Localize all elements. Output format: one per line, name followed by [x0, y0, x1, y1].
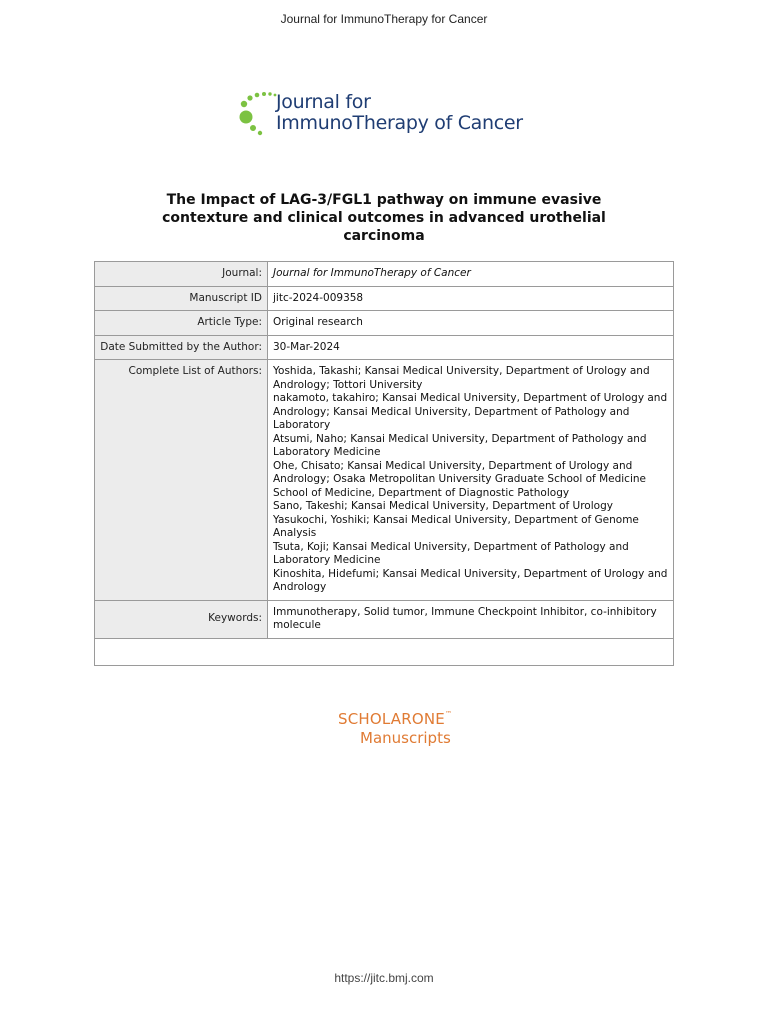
author-entry: Ohe, Chisato; Kansai Medical University, Department of Urology and Andrology; Osaka Metropolitan University Graduate School of Medicine School of Medicine, Department of Diagnostic Pathology [273, 459, 646, 499]
journal-logo-text [276, 92, 523, 134]
running-header: Journal for ImmunoTherapy for Cancer [280, 12, 488, 26]
trademark-symbol: ™ [444, 710, 453, 718]
manuscript-id-label: Manuscript ID [95, 286, 268, 311]
keywords-value: Immunotherapy, Solid tumor, Immune Checkpoint Inhibitor, co-inhibitory molecule [268, 600, 674, 638]
row-date-submitted [95, 335, 674, 360]
journal-logo [236, 90, 536, 142]
authors-list [268, 360, 674, 601]
empty-cell [95, 638, 674, 665]
keywords-label: Keywords: [95, 600, 268, 638]
article-type-label: Article Type: [95, 311, 268, 336]
row-journal [95, 262, 674, 287]
manuscript-id-value: jitc-2024-009358 [268, 286, 674, 311]
scholarone-text: SCHOLARONE [338, 710, 445, 728]
journal-label: Journal: [95, 262, 268, 287]
row-article-type [95, 311, 674, 336]
author-entry: Atsumi, Naho; Kansai Medical University, Department of Pathology and Laboratory Medicine [273, 432, 647, 458]
scholarone-wordmark [338, 710, 498, 728]
row-manuscript-id [95, 286, 674, 311]
scholarone-manuscripts-text: Manuscripts [360, 729, 451, 747]
journal-value: Journal for ImmunoTherapy of Cancer [268, 262, 674, 287]
paper-title: The Impact of LAG-3/FGL1 pathway on immune evasive contexture and clinical outcomes in advanced urothelial carcinoma [162, 192, 606, 244]
scholarone-logo [338, 710, 498, 747]
author-entry: Kinoshita, Hidefumi; Kansai Medical University, Department of Urology and Andrology [273, 567, 668, 593]
date-submitted-label: Date Submitted by the Author: [95, 335, 268, 360]
row-keywords [95, 600, 674, 638]
author-entry: Tsuta, Koji; Kansai Medical University, Department of Pathology and Laboratory Medicine [273, 540, 629, 566]
manuscript-metadata-table [94, 261, 674, 666]
author-entry: Yasukochi, Yoshiki; Kansai Medical University, Department of Genome Analysis [273, 513, 639, 539]
row-authors [95, 360, 674, 601]
author-entry: Sano, Takeshi; Kansai Medical University, Department of Urology [273, 500, 613, 512]
journal-logo-dots-icon [236, 90, 280, 140]
author-entry: Yoshida, Takashi; Kansai Medical University, Department of Urology and Andrology; Tottori University [273, 365, 650, 391]
footer-url: https://jitc.bmj.com [334, 971, 434, 985]
author-entry: nakamoto, takahiro; Kansai Medical University, Department of Urology and Andrology; Kansai Medical University, Department of Pathology and Laboratory [273, 392, 668, 431]
article-type-value: Original research [268, 311, 674, 336]
authors-label: Complete List of Authors: [95, 360, 268, 601]
date-submitted-value: 30-Mar-2024 [268, 335, 674, 360]
journal-logo-line1: Journal for [276, 91, 371, 113]
journal-logo-line2: ImmunoTherapy of Cancer [276, 112, 523, 134]
row-empty [95, 638, 674, 665]
